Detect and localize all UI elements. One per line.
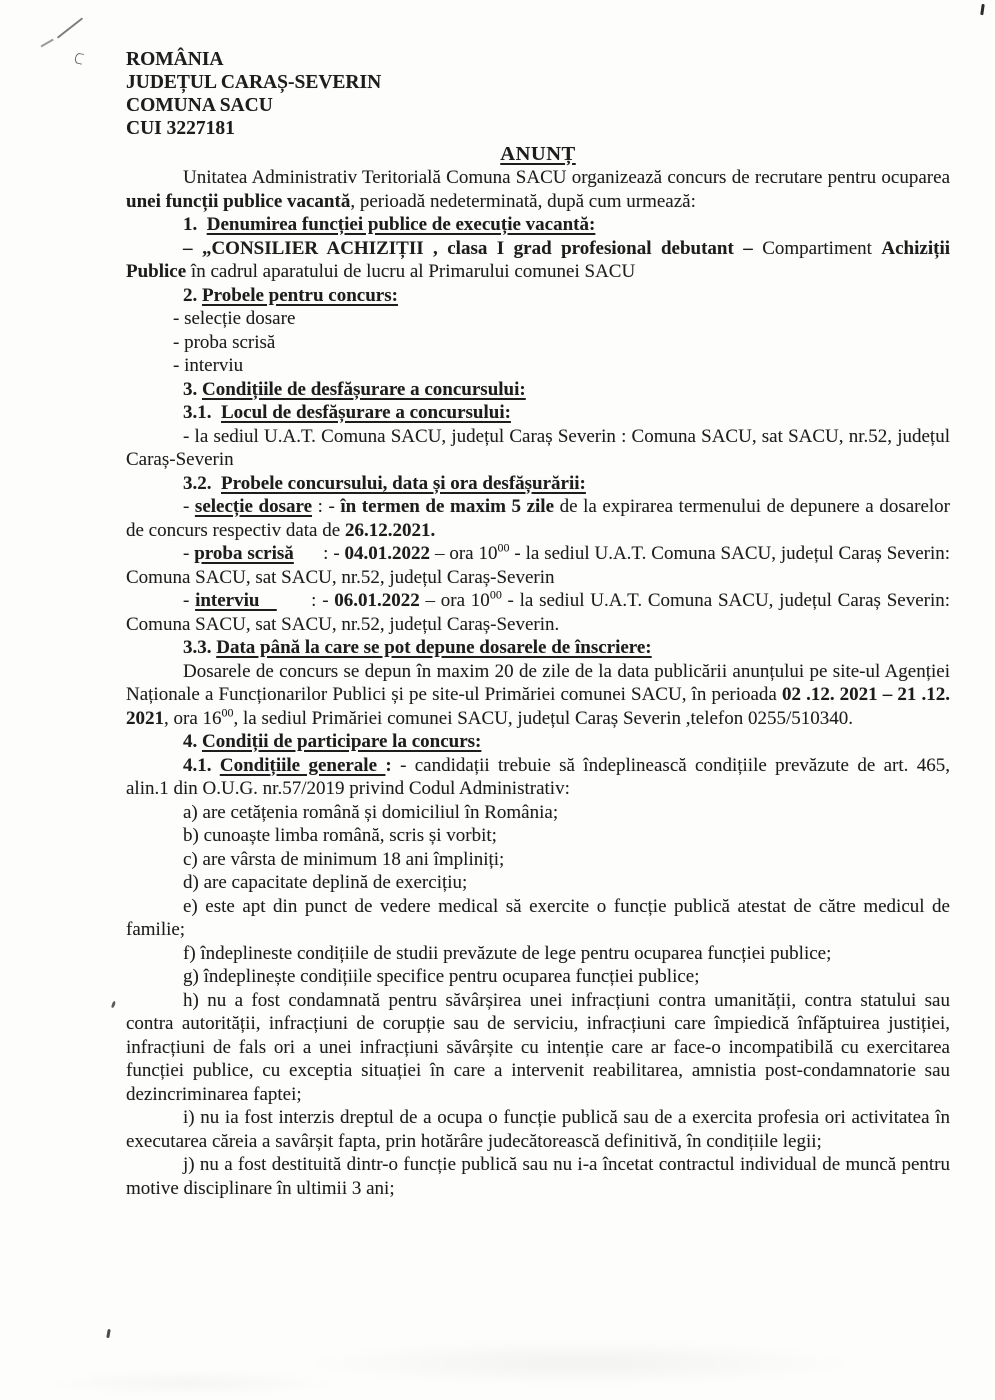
exam-item-interviu [126, 354, 950, 378]
section-2-heading [126, 284, 950, 308]
text-run: Denumirea funcției publice de execuție vacantă: [206, 214, 596, 235]
text-run: i) nu ia fost interzis dreptul de a ocupa o funcție publică sau de a exercita profesia ori activitatea în executarea căreia a savârșit fapta, prin hotărâre judecătorească definitivă, în condițiile legii; [126, 1107, 950, 1152]
text-run: 02 .12. 2021 – 21 .12. 2021 [126, 684, 951, 729]
exam-item-proba-scrisa [126, 331, 950, 355]
scan-artifact [300, 1340, 860, 1386]
deadline-paragraph [126, 660, 950, 731]
text-run: - la sediul U.A.T. Comuna SACU, județul Caraș Severin : Comuna SACU, sat SACU, nr.52, județul Caraș-Severin [126, 425, 950, 470]
text-run: 2. [183, 284, 202, 306]
text-run: Probele pentru concurs: [202, 284, 398, 306]
text-run: - proba scrisă [173, 331, 276, 353]
condition-b [126, 824, 950, 848]
text-run: j) nu a fost destituită dintr-o funcție publică sau nu i-a încetat contractul individual de muncă pentru motive disciplinare în ultimii 3 ani; [126, 1154, 950, 1199]
text-run: 3.3. [183, 637, 217, 658]
text-run: 06.01.2022 [334, 590, 420, 611]
text-run: – „CONSILIER ACHIZIȚII , clasa I grad profesional debutant – [183, 237, 753, 259]
text-run: e) este apt din punct de vedere medical să exercite o funcție publică atestat de către medicul de familie; [126, 895, 950, 940]
text-run: , ora 16 [164, 707, 222, 729]
scan-artifact [40, 1370, 340, 1396]
scan-artifact [106, 1329, 110, 1338]
text-run: d) are capacitate deplină de exercițiu; [183, 872, 468, 893]
text-run: 3.2. [183, 472, 221, 494]
text-run: f) îndeplineste condițiile de studii prevăzute de lege pentru ocuparea funcției publice; [183, 942, 832, 964]
text-run: : - [276, 590, 335, 611]
section-3-heading [126, 378, 950, 402]
text-run: - [183, 543, 195, 564]
text-run: proba scrisă [194, 543, 294, 564]
text-run: Dosarele de concurs se depun în maxim 20 de zile de la data publicării anunțului pe site-ul Agenției Naționale a Funcționarilor Publici și pe site-ul Primăriei comunei SACU, în perioada [126, 660, 950, 705]
text-run: b) cunoaște limba română, scris și vorbit; [183, 825, 497, 846]
text-run: 4.1. [183, 754, 220, 776]
text-run: - candidații trebuie să îndeplinească condițiile prevăzute de art. 465, alin.1 din O.U.G. nr.57/2019 privind Codul Administrativ: [126, 754, 951, 799]
scan-artifact [980, 4, 984, 15]
scan-artifact [57, 17, 83, 38]
condition-g [126, 965, 950, 989]
condition-e [126, 895, 950, 942]
text-run: g) îndeplinește condițiile specifice pentru ocuparea funcției publice; [183, 966, 700, 987]
text-run: 00 [221, 705, 234, 720]
letterhead-cui: CUI 3227181 [126, 118, 235, 139]
exam-item-selectie-dosare [126, 307, 950, 331]
text-run: - la sediul U.A.T. Comuna SACU, județul Caraș Severin: Comuna SACU, sat SACU, nr.52, județul Caraș-Severin. [126, 590, 951, 635]
text-run: 00 [497, 540, 510, 555]
letterhead-commune: COMUNA SACU [126, 95, 273, 116]
text-run: Compartiment [752, 237, 882, 259]
letterhead-country: ROMÂNIA [126, 49, 224, 70]
text-run: de la expirarea termenului de depunere a dosarelor de concurs respectiv data de [126, 496, 951, 541]
letterhead [126, 48, 950, 140]
letterhead-county: JUDEȚUL CARAȘ-SEVERIN [126, 72, 382, 93]
text-run: unei funcții publice vacantă [126, 190, 351, 212]
intro-paragraph [126, 166, 950, 213]
text-run: Probele concursului, data și ora desfășurării: [221, 472, 586, 494]
text-run: - la sediul U.A.T. Comuna SACU, județul Caraș Severin: Comuna SACU, sat SACU, nr.52, județul Caraș-Severin [126, 543, 951, 588]
text-run: 1. [183, 214, 207, 235]
schedule-proba-scrisa [126, 542, 950, 589]
text-run: c) are vârsta de minimum 18 ani împliniți; [183, 848, 505, 870]
text-run: Condiții de participare la concurs: [202, 731, 482, 752]
section-3-2-heading [126, 472, 950, 496]
text-run: , perioadă nedeterminată, după cum urmează: [350, 190, 696, 212]
condition-j [126, 1153, 950, 1200]
condition-f [126, 942, 950, 966]
position-description [126, 237, 950, 284]
text-run: Unitatea Administrativ Teritorială Comuna SACU organizează concurs de recrutare pentru ocuparea [183, 167, 950, 188]
text-run: : [385, 754, 401, 776]
document-title: ANUNȚ [500, 143, 576, 165]
condition-d [126, 871, 950, 895]
condition-a [126, 801, 950, 825]
text-run: , la sediul Primăriei comunei SACU, județul Caraș Severin ,telefon 0255/510340. [233, 707, 854, 729]
document-title-row [126, 142, 950, 166]
text-run: Locul de desfășurare a concursului: [221, 402, 511, 423]
scan-artifact [74, 52, 84, 64]
document-content [126, 48, 950, 1200]
text-run: - interviu [173, 355, 244, 376]
schedule-interviu [126, 589, 950, 636]
text-run: - selecție dosare [173, 308, 296, 329]
text-run: 00 [489, 587, 502, 602]
text-run: - [183, 496, 195, 517]
text-run: interviu [195, 590, 277, 611]
section-3-1-heading [126, 401, 950, 425]
schedule-selectie-dosare [126, 495, 950, 542]
text-run: în termen de maxim 5 zile [340, 496, 555, 517]
location-paragraph [126, 425, 950, 472]
section-3-3-heading [126, 636, 950, 660]
text-run: - [183, 590, 196, 611]
text-run: : - [312, 496, 341, 517]
text-run: – ora 10 [430, 543, 498, 564]
section-4-1-paragraph [126, 754, 950, 801]
text-run: Achiziții Publice [126, 237, 951, 282]
text-run: – ora 10 [419, 590, 490, 611]
scan-artifact [111, 1001, 116, 1009]
text-run: 26.12.2021. [344, 519, 436, 541]
text-run: h) nu a fost condamnată pentru săvârșirea unei infracțiuni contra umanității, contra statului sau contra autorității, infracțiuni de corupție sau de serviciu, infracțiuni care împiedică înfăptuirea justiției, infracțiuni de fals ori a unei infracțiuni săvârșite cu intenție care ar face-o incompatibilă cu exercitarea funcției publice, cu exceptia situației în care a intervenit reabilitarea, amnistia post-condamnatorie sau dezincriminarea faptei; [126, 989, 950, 1105]
condition-i [126, 1106, 950, 1153]
text-run: : - [293, 543, 345, 564]
text-run: Condițiile de desfășurare a concursului: [202, 378, 526, 400]
section-4-heading [126, 730, 950, 754]
section-1-heading [126, 213, 950, 237]
text-run: selecție dosare [194, 496, 313, 517]
text-run: 4. [183, 731, 202, 752]
text-run: în cadrul aparatului de lucru al Primarului comunei SACU [186, 261, 636, 282]
scan-artifact [41, 39, 54, 47]
text-run: a) are cetățenia română și domiciliul în România; [183, 801, 559, 823]
text-run: 04.01.2022 [344, 543, 431, 564]
document-blocks [126, 166, 950, 1200]
condition-h [126, 989, 950, 1107]
text-run: Condițiile generale [219, 754, 386, 776]
text-run: 3. [183, 378, 202, 400]
condition-c [126, 848, 950, 872]
text-run: Data până la care se pot depune dosarele de înscriere: [216, 637, 652, 658]
text-run: 3.1. [183, 402, 221, 423]
